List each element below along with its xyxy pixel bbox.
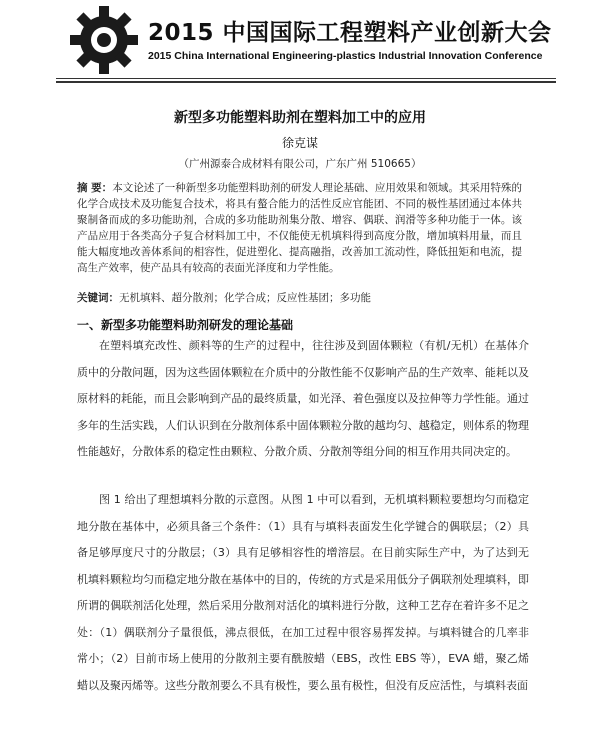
- abstract-text: 本文论述了一种新型多功能塑料助剂的研发人理论基础、应用效果和领域。其采用特殊的化学合成技术及功能复合技术，将具有螯合能力的活性反应官能团、不同的极性基团通过本体共聚制备而成的多功能助剂，合成的多功能助剂集分散、增容、偶联、润滑等多种功能于一体。该产品应用于各类高分子复合材料加工中，不仅能使无机填料得到高度分散，增加填料用量，而且能大幅度地改善体系间的相容性，促进塑化、提高融指，改善加工流动性，降低扭矩和电流，提高生产效率，使产品具有较高的表面光泽度和力学性能。: [77, 182, 523, 274]
- abstract: [77, 180, 522, 276]
- gear-logo-icon: [68, 4, 140, 76]
- keywords-text: 无机填料、超分散剂；化学合成；反应性基团；多功能: [119, 292, 371, 304]
- keywords-label: 关键词：: [77, 292, 119, 304]
- keywords: [77, 290, 522, 305]
- author-affiliation: （广州源泰合成材料有限公司，广东广州 510665）: [178, 158, 422, 170]
- conference-title-cn: 2015 中国国际工程塑料产业创新大会: [148, 20, 552, 46]
- body-paragraph-1: 在塑料填充改性、颜料等的生产的过程中，往往涉及到固体颗粒（有机/无机）在基体介质中的分散问题，因为这些固体颗粒在介质中的分散性能不仅影响产品的生产效率、能耗以及原材料的耗能，而且会影响到产品的最终质量，如光泽、着色强度以及拉伸等力学性能。通过多年的生活实践，人们认识到在分散剂体系中固体颗粒分散的越均匀、越稳定，则体系的物理性能越好，分散体系的稳定性由颗粒、分散介质、分散剂等组分间的相互作用共同决定的。: [77, 339, 530, 458]
- abstract-label: 摘 要：: [77, 182, 113, 194]
- section-heading: 一、新型多功能塑料助剂研发的理论基础: [77, 318, 294, 332]
- header-divider-thick: [56, 81, 556, 83]
- body-paragraph-2: 图 1 给出了理想填料分散的示意图。从图 1 中可以看到，无机填料颗粒要想均匀而稳定地分散在基体中，必须具备三个条件：（1）具有与填料表面发生化学键合的偶联层；（2）具备足够厚度尺寸的分散层；（3）具有足够相容性的增溶层。在目前实际生产中，为了达到无机填料颗粒均匀而稳定地分散在基体中的目的，传统的方式是采用低分子偶联剂处理填料，即所谓的偶联剂活化处理，然后采用分散剂对活化的填料进行分散，这种工艺存在着许多不足之处：（1）偶联剂分子量很低，沸点很低，在加工过程中很容易挥发掉。与填料键合的几率非常小；（2）目前市场上使用的分散剂主要有酰胺蜡（EBS，改性 EBS 等），EVA 蜡，聚乙烯蜡以及聚丙烯等。这些分散剂要么不具有极性，要么虽有极性，但没有反应活性，与填料表面: [77, 493, 529, 692]
- header-divider: [56, 78, 556, 79]
- author-name: 徐克谋: [281, 136, 318, 150]
- conference-title-en: 2015 China International Engineering-plastics Industrial Innovation Conference: [148, 50, 543, 62]
- paper-title: 新型多功能塑料助剂在塑料加工中的应用: [174, 110, 426, 126]
